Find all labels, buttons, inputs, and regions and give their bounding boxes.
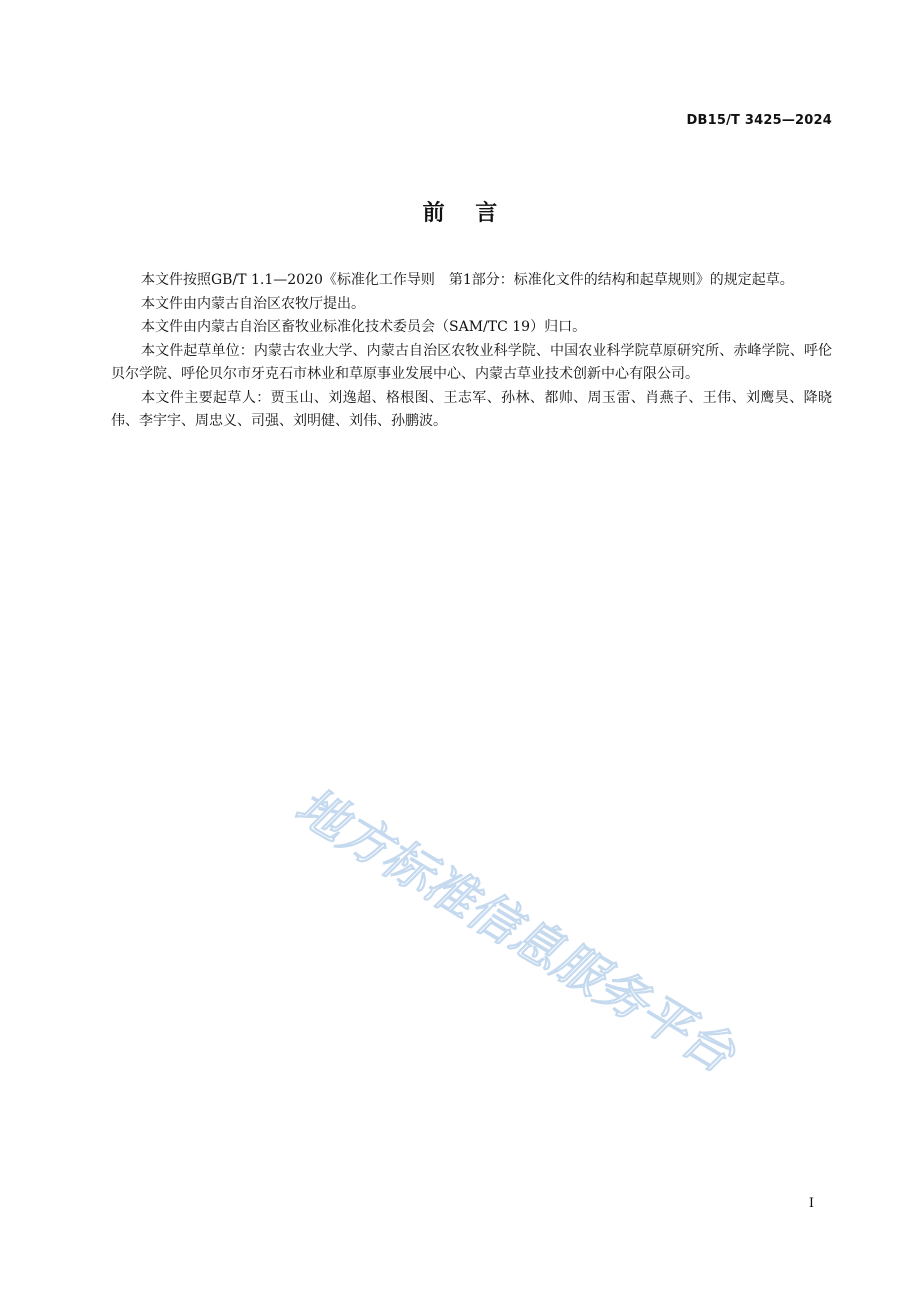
watermark-text: 地方标准信息服务平台 <box>285 776 745 1084</box>
page-number: I <box>808 1196 814 1211</box>
paragraph-drafting-basis: 本文件按照GB/T 1.1—2020《标准化工作导则 第1部分：标准化文件的结构和起草规则》的规定起草。 <box>141 272 794 288</box>
paragraph-drafting-units: 本文件起草单位：内蒙古农业大学、内蒙古自治区农牧业科学院、中国农业科学院草原研究所、赤峰学院、呼伦贝尔学院、呼伦贝尔市牙克石市林业和草原事业发展中心、内蒙古草业技术创新中心有限公司。 <box>111 342 832 382</box>
document-body <box>111 269 832 434</box>
watermark <box>252 747 778 1113</box>
page-title: 前 言 <box>422 201 498 226</box>
paragraph-proposer: 本文件由内蒙古自治区农牧厅提出。 <box>141 295 365 312</box>
paragraph-administrator: 本文件由内蒙古自治区畜牧业标准化技术委员会（SAM/TC 19）归口。 <box>141 319 587 335</box>
standard-code: DB15/T 3425—2024 <box>686 113 832 128</box>
paragraph-drafters: 本文件主要起草人：贾玉山、刘逸超、格根图、王志军、孙林、都帅、周玉雷、肖燕子、王伟、刘鹰昊、降晓伟、李宇宇、周忠义、司强、刘明健、刘伟、孙鹏波。 <box>111 389 832 429</box>
